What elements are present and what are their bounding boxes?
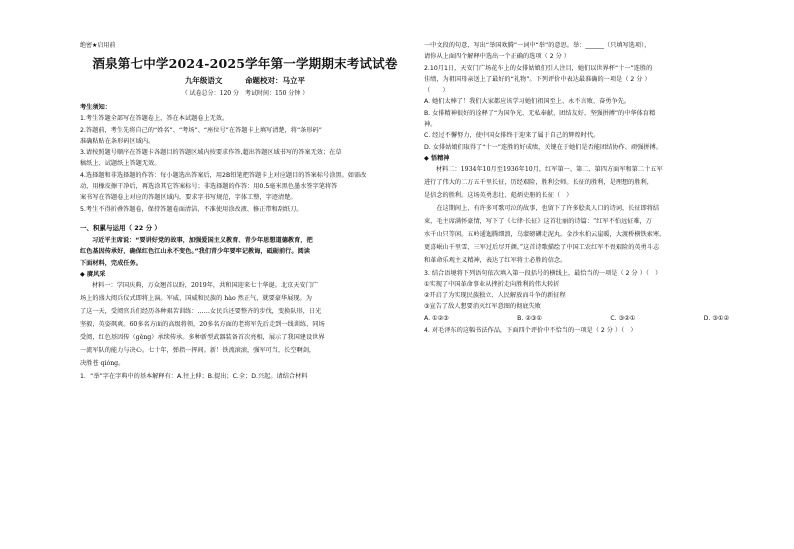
- intro-line: 习近平主席说：“要讲好党的故事，加强爱国主义教育、青少年思想道德教育，把: [92, 236, 313, 244]
- q1-continued: 请你从上面四个解释中选出一个正确的选项（ 2 分 ）: [424, 53, 570, 61]
- exam-meta: （ 试卷总分：120 分 考试时间：150 分钟 ）: [181, 90, 309, 97]
- notice-list: [80, 113, 410, 215]
- notice-line: 1.考生答题全部写在答题卷上，答在本试题卷上无效。: [80, 115, 229, 123]
- q3-option-d: D. ③①②: [703, 314, 729, 322]
- material-line: 更喜岷山千里雪，三军过后尽开颜。”这首诗歌描绘了中国工农红军不畏艰险的英勇斗志: [424, 243, 660, 251]
- q3-options: [424, 313, 754, 325]
- section-heading: 一、积累与运用（ 22 分 ）: [80, 223, 161, 232]
- q3-item: ③宣告了敌人想要消灭红军意图的彻底失败: [424, 303, 541, 311]
- notice-line: 稿纸上、试题纸上答题无效。: [80, 160, 161, 168]
- q3-item: ①实现了中国革命事业从挫折走向胜利的伟大转折: [424, 280, 560, 288]
- material-one: [80, 280, 410, 370]
- intro-line: 红色基因传承好，确保红色江山永不变色。”我们青少年要牢记教诲，砥砺前行。阅读: [80, 248, 310, 256]
- question-2: 2.10月1日，天安门广场花车上的女排姑娘们引人注目，她们以世界杯“十一”连胜的: [424, 64, 653, 72]
- intro-line: 下面材料，完成任务。: [80, 259, 142, 267]
- q2-option: D. 女排姑娘们取得了“十一”连胜的好成绩，关键在于她们是否能团结协作、顽强拼搏。: [424, 143, 662, 151]
- material-line: 进行了伟大的二万五千里长征，历经艰险，胜利会师。长征的胜利，是理想的胜利，: [424, 179, 653, 187]
- exam-title: 酒泉第七中学2024-2025学年第一学期期末考试试卷: [92, 56, 398, 71]
- question-2-answer: （ ）: [424, 87, 449, 95]
- question-1: 1．“举”字在字典中的基本解释有：A.往上伸；B.提出；C.全；D.兴起。请结合材料: [80, 372, 308, 380]
- question-2: 佳绩，为祖国母亲送上了最好的“礼物”。下列评价中表达最准确的一项是（ 2 分 ）: [424, 75, 651, 83]
- material-line: 场上的盛大阅兵仪式即将上演。军威、国威和民族的 hào 然正气，就要豪华展现。为: [80, 295, 312, 303]
- material-line: 了这一天，受阅官兵们经历各种艰苦训练：……女民兵还要整齐的步伐，变换队形，日光: [80, 307, 322, 315]
- q3-option-a: A. ①②③: [424, 314, 449, 322]
- material-line: 决胜苍 qióng。: [80, 359, 125, 367]
- material-line: 受阅，红色基因传（gěng）承续传承。多种新型武器装备首次亮相，展示了我国建设世界: [80, 333, 325, 341]
- question-4: 4. 对毛泽东的这幅书法作品，下面四个评价中不恰当的一项是（ 2 分 ）（ ）: [424, 326, 637, 334]
- author: 命题校对：马立平: [245, 76, 306, 85]
- q3-option-b: B. ②③①: [517, 314, 542, 322]
- subsection-heading: ◆ 悟精神: [424, 154, 450, 162]
- grade-subject: 九年级语文: [184, 76, 223, 85]
- material-line: 是信念的胜利。这场英勇悲壮、彪炳史册的长征（ ）: [424, 192, 573, 200]
- notice-line: 准确粘贴在条形码区域内。: [80, 137, 155, 145]
- material-line: 束，毛主席满怀豪情，写下了《七律·长征》这首壮丽的诗篇：“红军不怕远征难，万: [424, 217, 652, 225]
- notice-line: 案书写在答题卷上对应的答题区域内，要求字书写规范，字体工整，字迹清楚。: [80, 194, 297, 202]
- q2-option: 神。: [424, 121, 437, 129]
- material-line: 坚毅，英姿飒爽。60多名方面的高级将领，20多名方面的老将军先后走到一线训练、同场: [80, 320, 325, 328]
- secret-label: 绝密★启用前: [80, 42, 116, 49]
- material-line: 在这期间上，有许多可歌可泣的故事，也留下了许多脍炙人口的诗词，长征即将结: [424, 204, 660, 212]
- q2-option: C. 经过不懈努力，使中国女排终于迎来了属于自己的辉煌时代。: [424, 132, 600, 140]
- material-line: 水千山只等闲。五岭逶迤腾细浪，乌蒙磅礴走泥丸。金沙水拍云崖暖，大渡桥横铁索寒。: [424, 230, 666, 238]
- q2-option: A. 她们太棒了！我们大家都应该学习她们祖国至上、永不言败、奋勇争先。: [424, 98, 631, 106]
- notice-line: 5.考生不得折叠答题卷，保持答题卷面清洁，不准使用涂改液、修正带和刮纸刀。: [80, 205, 303, 213]
- left-column: [80, 40, 410, 382]
- notice-line: 2.答题前，考生先将自己的“姓名”、“考场”、“座位号”在答题卡上填写清楚，将“条形码”: [80, 126, 322, 134]
- q3-item: ②开启了为实现民族独立、人民解放而斗争的新征程: [424, 292, 566, 300]
- notice-line: 4.选择题和非选择题的作答：每小题选出答案后，用2B铅笔把答题卡上对应题目的答案标号涂黑。如需改: [80, 171, 367, 179]
- notice-line: 动，用橡皮擦干净后，再选涂其它答案标号；非选择题的作答：用0.5毫米黑色墨水签字笔将答: [80, 183, 338, 191]
- material-line: 材料一：学国庆典，万众翘首以盼，2019年，共和国迎来七十华诞。北京天安门广: [92, 282, 319, 290]
- notice-heading: 考生须知：: [80, 104, 111, 111]
- subsection-heading: ◆ 赓风采: [80, 270, 106, 278]
- q1-continued: 一中文段的句意，写出“举国欢腾”一词中“举”的意思。举：______（只填写选项），: [424, 42, 651, 49]
- material-line: 一流军队的能力与决心。七十年，弹指一挥间。新！铁流滚滚，强军可当，长空啊剑，: [80, 346, 316, 354]
- q2-option: B. 女排精神很好的诠释了“为国争光、无私奉献、团结友好、坚强拼搏”的中华体育精: [424, 109, 656, 117]
- material-line: 和革命乐观主义精神，表达了红军将士必胜的信念。: [424, 256, 567, 264]
- material-two: [424, 164, 754, 267]
- exam-subtitle: [80, 73, 410, 88]
- question-3: 3. 结合语境将下列语句依次填入第一段括号的横线上，最恰当的一项是（ 2 分 ）（ ）: [424, 269, 662, 277]
- right-column: [424, 40, 754, 336]
- notice-line: 3.请按照题号顺序在答题卡各题目的答题区域内按要求作答,超出答题区域书写的答案无效；在草: [80, 149, 342, 157]
- q3-option-c: C. ③②①: [610, 314, 636, 322]
- material-line: 材料二：1934年10月至1936年10月，红军第一、第二、第四方面军和第二十五军: [436, 166, 663, 174]
